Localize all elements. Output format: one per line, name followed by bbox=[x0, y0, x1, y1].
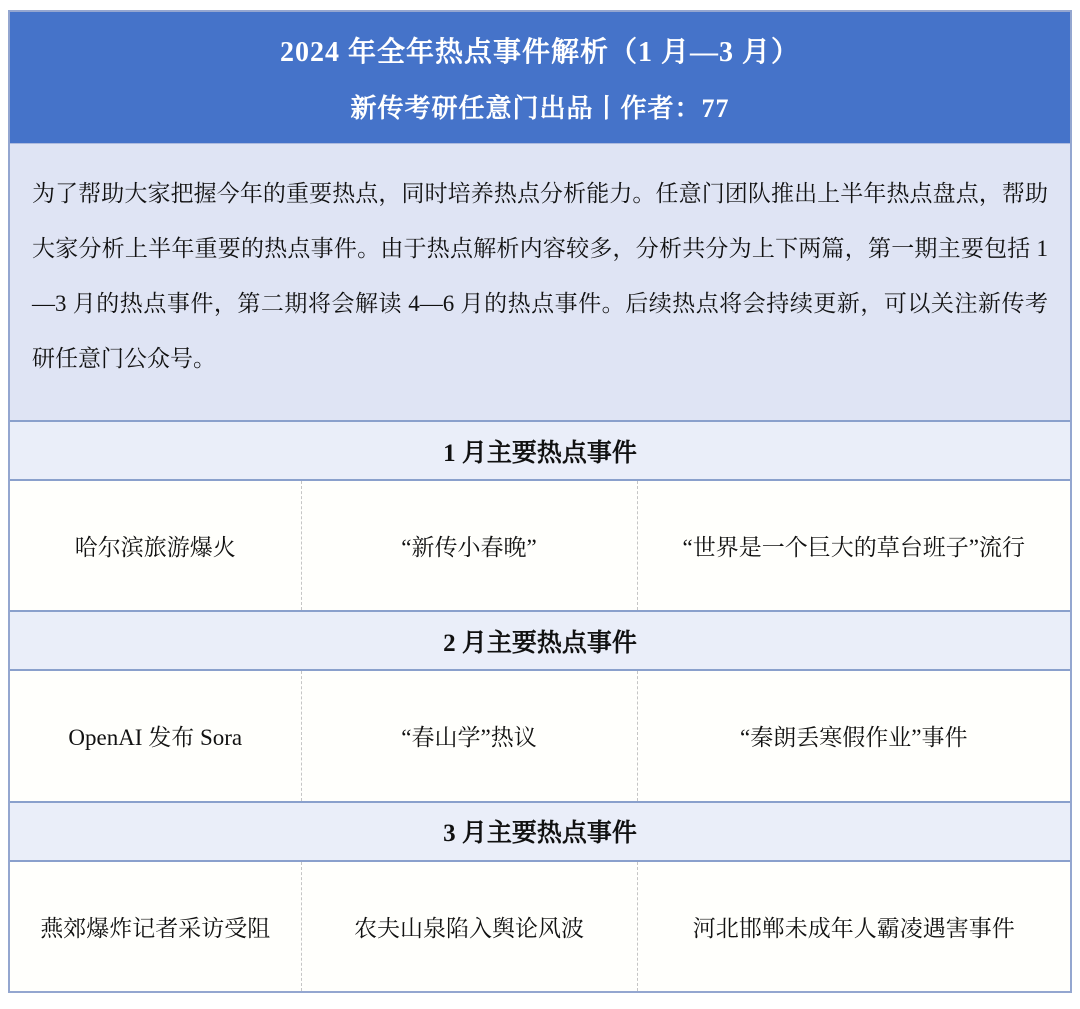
events-row-january bbox=[10, 481, 1070, 610]
page-title: 2024 年全年热点事件解析（1 月—3 月） bbox=[279, 37, 800, 68]
page-subtitle: 新传考研任意门出品丨作者：77 bbox=[350, 94, 730, 123]
title-bar bbox=[10, 12, 1070, 143]
section-title-january: 1 月主要热点事件 bbox=[443, 439, 637, 467]
event-cell: “春山学”热议 bbox=[302, 671, 638, 800]
event-cell: 哈尔滨旅游爆火 bbox=[10, 481, 302, 610]
section-header-february bbox=[10, 610, 1070, 671]
event-cell: “新传小春晚” bbox=[302, 481, 638, 610]
event-cell: 河北邯郸未成年人霸凌遇害事件 bbox=[692, 915, 1015, 941]
section-title-march: 3 月主要热点事件 bbox=[443, 820, 637, 848]
hot-events-table bbox=[8, 10, 1072, 993]
intro-paragraph: 为了帮助大家把握今年的重要热点，同时培养热点分析能力。任意门团队推出上半年热点盘点，帮助大家分析上半年重要的热点事件。由于热点解析内容较多，分析共分为上下两篇，第一期主要包括 1—3 月的热点事件，第二期将会解读 4—6 月的热点事件。后续热点将会持续更新，可以关注新传考研任意门公众号。 bbox=[10, 143, 1070, 420]
event-cell: OpenAI 发布 Sora bbox=[10, 671, 302, 800]
event-cell: 农夫山泉陷入舆论风波 bbox=[302, 862, 638, 991]
event-cell: “世界是一个巨大的草台班子”流行 bbox=[682, 535, 1025, 561]
event-cell: 燕郊爆炸记者采访受阻 bbox=[10, 862, 302, 991]
section-title-february: 2 月主要热点事件 bbox=[443, 629, 637, 657]
event-cell: “秦朗丢寒假作业”事件 bbox=[740, 725, 968, 751]
section-header-january bbox=[10, 420, 1070, 481]
events-row-march bbox=[10, 862, 1070, 991]
events-row-february bbox=[10, 671, 1070, 800]
section-header-march bbox=[10, 801, 1070, 862]
